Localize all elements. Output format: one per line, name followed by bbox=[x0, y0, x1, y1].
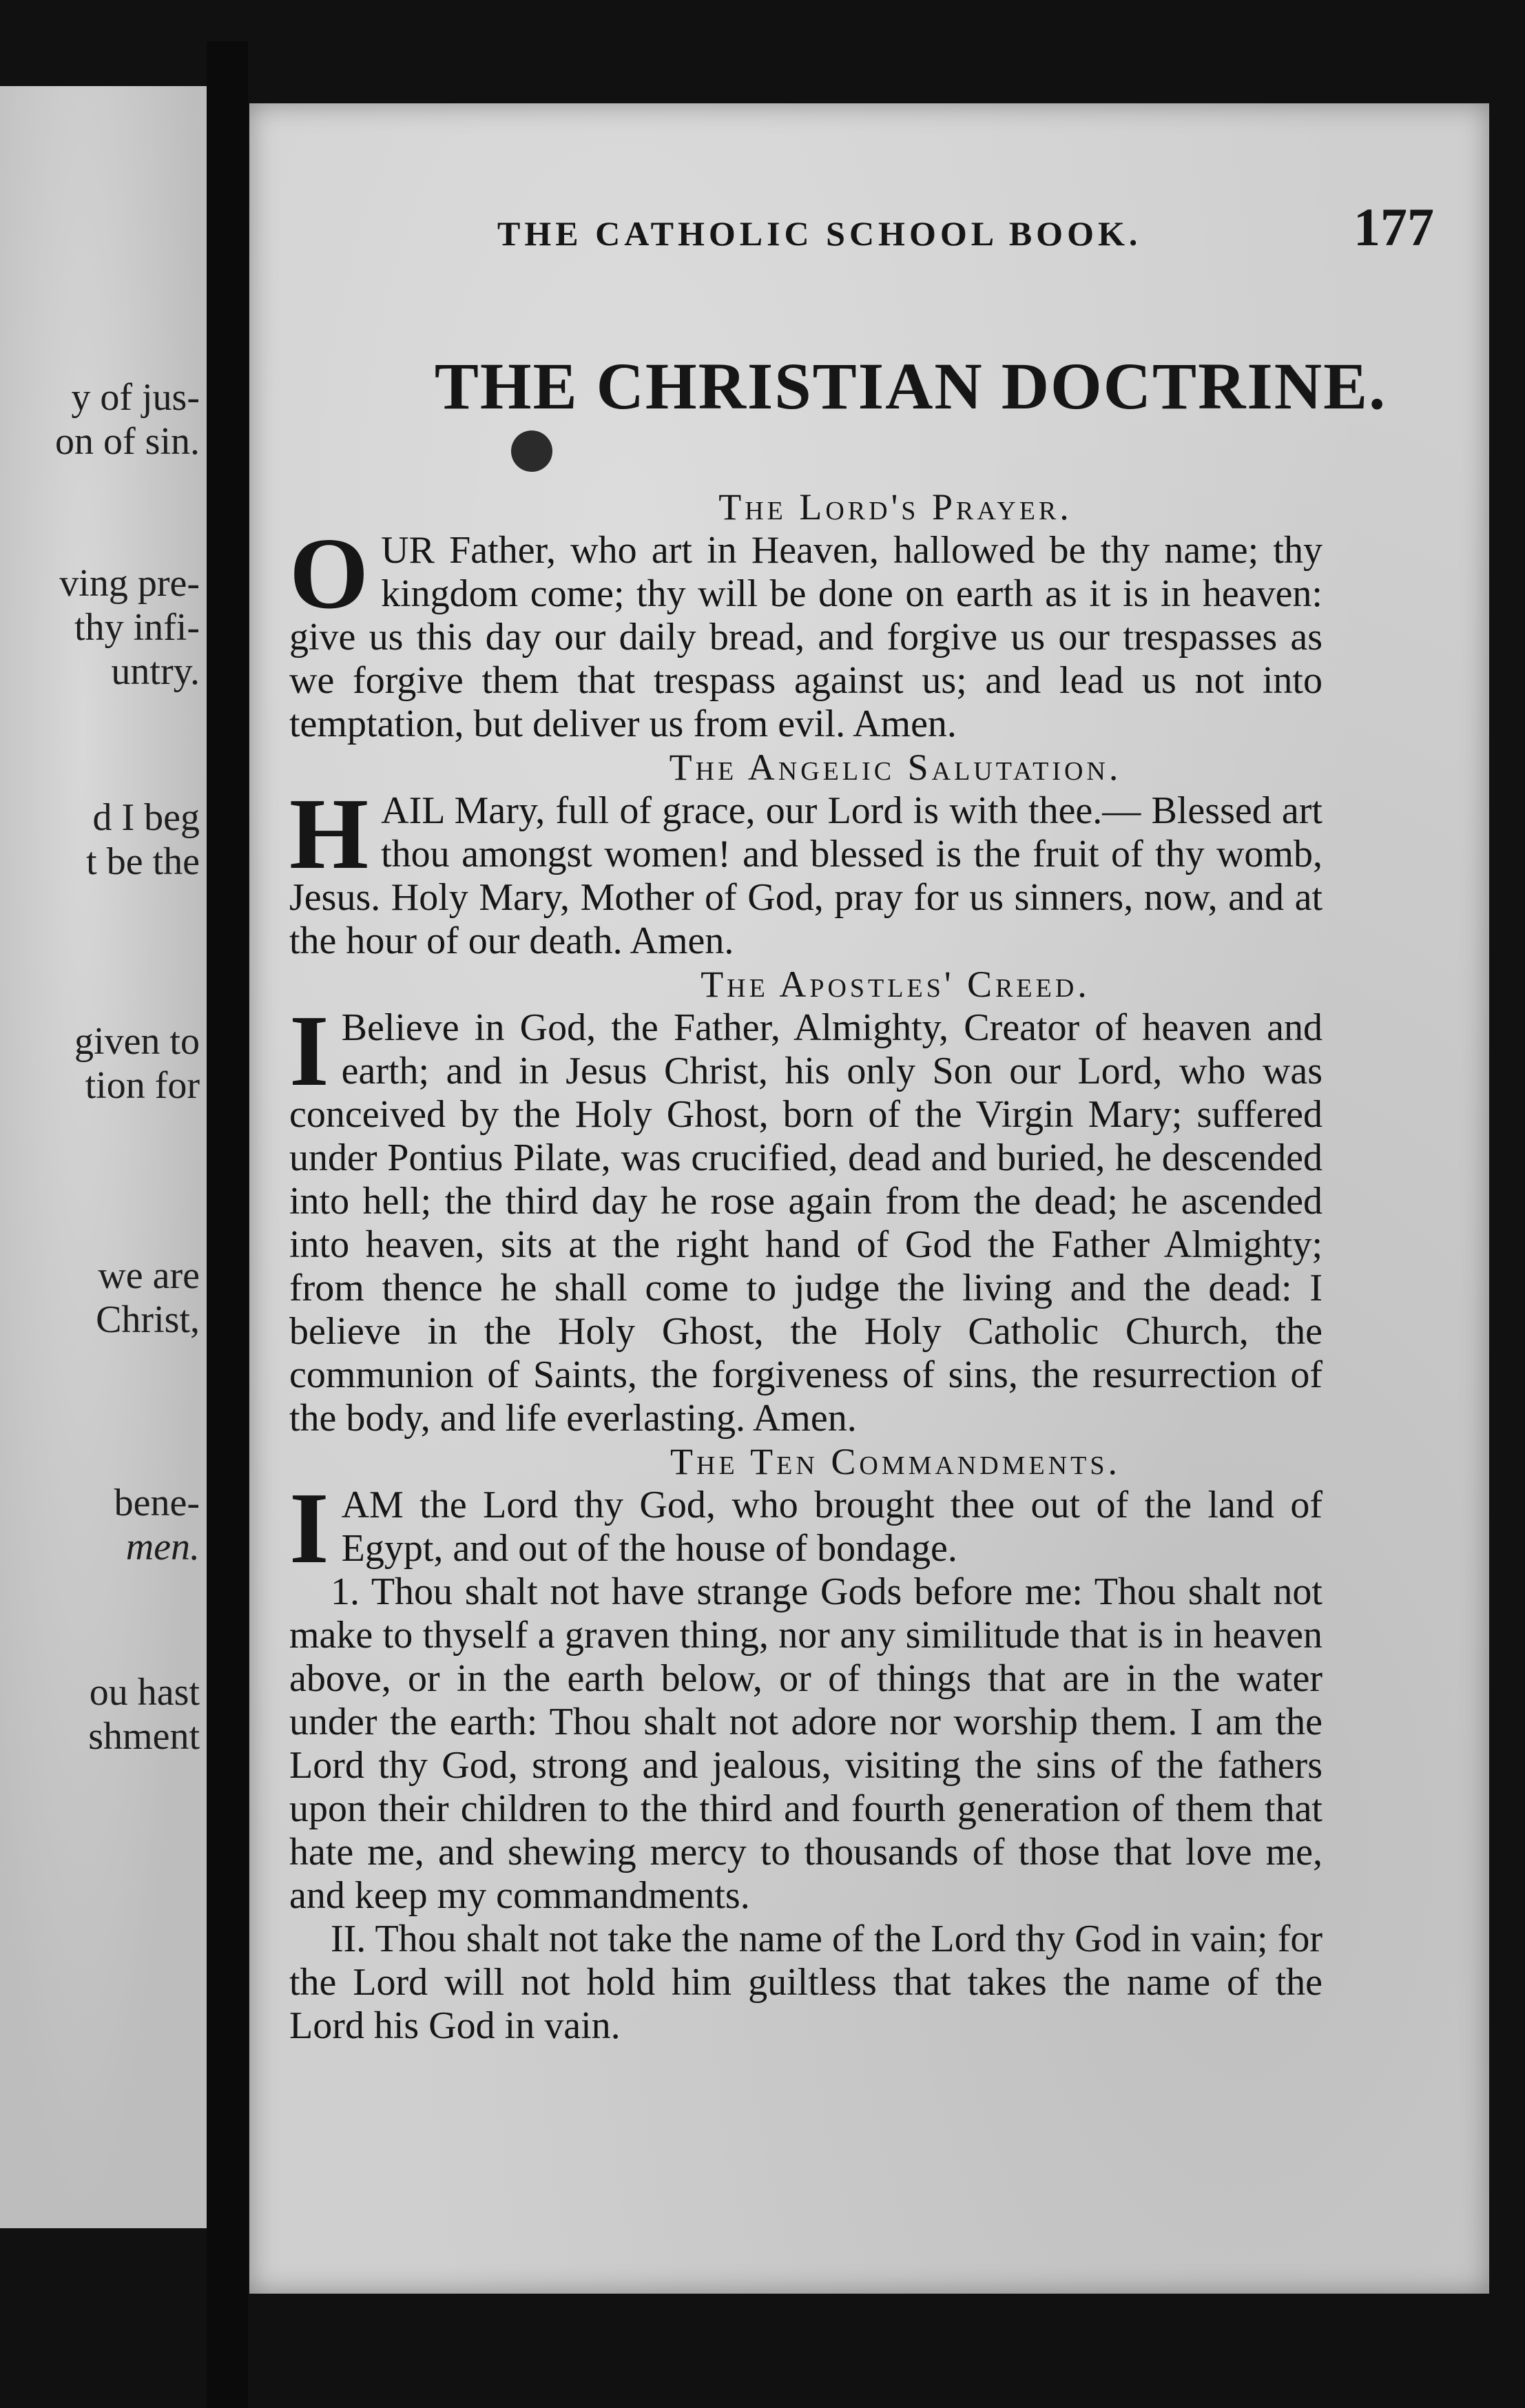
running-title: THE CATHOLIC SCHOOL BOOK. bbox=[497, 214, 1142, 253]
paragraph-text: UR Father, who art in Heaven, hallowed be thy name; thy kingdom come; thy will be done on earth as it is in heaven: give us this day our daily bread, and forgive us our trespasses as we forgive them that trespass against us; and lead us not into temptation, but deliver us from evil. Amen. bbox=[289, 529, 1322, 745]
left-text-line: y of jus- bbox=[71, 376, 200, 419]
section-paragraph bbox=[289, 778, 1322, 963]
left-text-line: on of sin. bbox=[55, 420, 200, 463]
left-text-line: we are bbox=[98, 1254, 200, 1297]
left-text-line: ving pre- bbox=[59, 562, 200, 605]
left-text-line: given to bbox=[74, 1020, 200, 1063]
paragraph-text: AIL Mary, full of grace, our Lord is with thee.— Blessed art thou amongst women! and blessed is the fruit of thy womb, Jesus. Holy Mary, Mother of God, pray for us sinners, now, and at the hour of our death. Amen. bbox=[289, 789, 1322, 962]
paragraph-text: AM the Lord thy God, who brought thee out of the land of Egypt, and out of the house of bondage. bbox=[341, 1484, 1322, 1570]
left-text-line: bene- bbox=[114, 1482, 200, 1524]
section-heading: The Angelic Salutation. bbox=[669, 747, 1122, 788]
section-paragraph bbox=[289, 995, 1322, 1440]
drop-cap: H bbox=[289, 778, 369, 891]
left-text-line: shment bbox=[88, 1715, 200, 1758]
drop-cap: O bbox=[289, 517, 369, 630]
left-text-line: ou hast bbox=[89, 1671, 200, 1714]
paragraph-text: Believe in God, the Father, Almighty, Creator of heaven and earth; and in Jesus Christ, his only Son our Lord, who was conceived by the Holy Ghost, born of the Virgin Mary; suffered under Pontius Pilate, was crucified, dead and buried, he descended into hell; the third day he rose again from the dead; he ascended into heaven, sits at the right hand of God the Father Almighty; from thence he shall come to judge the living and the dead: I believe in the Holy Ghost, the Holy Catholic Church, the communion of Saints, the forgiveness of sins, the resurrection of the body, and life everlasting. Amen. bbox=[289, 1006, 1322, 1440]
drop-cap: I bbox=[289, 1472, 329, 1585]
section-heading: The Lord's Prayer. bbox=[718, 486, 1072, 528]
book-gutter bbox=[207, 41, 248, 2408]
section-paragraph bbox=[289, 517, 1322, 746]
left-text-line: thy infi- bbox=[74, 606, 200, 649]
running-head bbox=[456, 196, 1434, 258]
book-page bbox=[249, 103, 1489, 2294]
commandment-paragraph: II. Thou shalt not take the name of the Lord thy God in vain; for the Lord will not hold him guiltless that takes the name of the Lord his God in vain. bbox=[289, 1918, 1322, 2047]
commandment-paragraph: 1. Thou shalt not have strange Gods before me: Thou shalt not make to thyself a graven thing, nor any similitude that is in heaven above, or in the earth below, or of things that are in the water under the earth: Thou shalt not adore nor worship them. I am the Lord thy God, strong and jealous, visiting the sins of the fathers upon their children to the third and fourth generation of them that hate me, and shewing mercy to thousands of those that love me, and keep my commandments. bbox=[289, 1570, 1322, 1917]
left-page-fragment bbox=[0, 86, 207, 2228]
left-text-line: men. bbox=[125, 1526, 200, 1568]
left-text-line: tion for bbox=[85, 1064, 200, 1107]
document-title: THE CHRISTIAN DOCTRINE. bbox=[434, 349, 1387, 423]
section-heading: The Apostles' Creed. bbox=[701, 964, 1090, 1005]
left-text-line: t be the bbox=[86, 840, 200, 883]
page-number: 177 bbox=[1353, 197, 1434, 257]
page-body bbox=[289, 486, 1322, 2048]
left-text-line: untry. bbox=[111, 650, 200, 693]
section-paragraph bbox=[289, 1472, 1322, 1585]
section-heading: The Ten Commandments. bbox=[670, 1441, 1121, 1482]
left-text-line: d I beg bbox=[92, 796, 200, 839]
drop-cap: I bbox=[289, 995, 329, 1108]
ornament-icon bbox=[511, 430, 552, 472]
left-text-line: Christ, bbox=[96, 1298, 200, 1341]
